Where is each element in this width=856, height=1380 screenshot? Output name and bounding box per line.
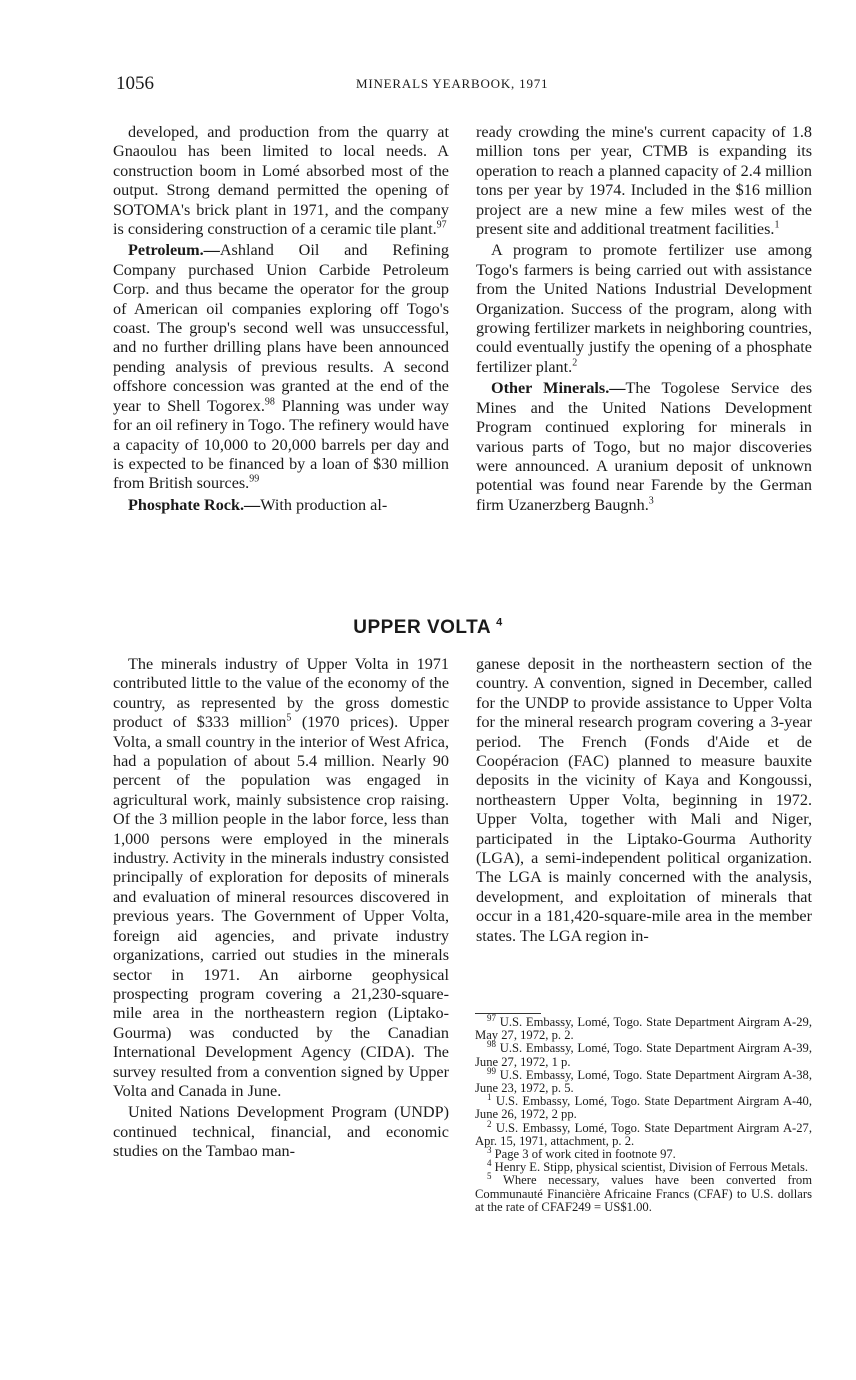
paragraph: United Nations Development Program (UNDP) continued technical, financial, and economic studies on the Tambao man- [113,1103,449,1161]
page-number: 1056 [116,73,154,94]
footnote-divider [475,1013,541,1014]
paragraph: developed, and production from the quarry at Gnaoulou has been limited to local needs. A construction boom in Lomé absorbed most of the output. Strong demand permitted the opening of SOTOMA's brick plant in 1971, and the company is considering construction of a ceramic tile plant.$^{97}$ [113,123,449,239]
paragraph-phosphate: Phosphate Rock.—With production al- [128,495,388,514]
paragraph: The minerals industry of Upper Volta in 1971 contributed little to the value of the economy of the country, as represented by the gross domestic product of $333 million$^5$ (1970 prices). Upper Volta, a small country in the interior of West Africa, had a population of about 5.4 million. Nearly 90 percent of the population was engaged in agricultural work, mainly subsistence crop raising. Of the 3 million people in the labor force, less than 1,000 persons were employed in the minerals industry. Activity in the minerals industry consisted principally of exploration for deposits of minerals and evaluation of mineral resources discovered in previous years. The Government of Upper Volta, foreign aid agencies, and private industry organizations, carried out studies in the minerals sector in 1971. An airborne geophysical prospecting program covering a 21,230-square-mile area in the northeastern region (Liptako-Gourma) was conducted by the Canadian International Development Agency (CIDA). The survey resulted from a convention signed by Upper Volta and Canada in June. [113,655,450,1100]
footnote: $^1$ U.S. Embassy, Lomé, Togo. State Department Airgram A-40, June 26, 1972, 2 pp. [475,1092,812,1122]
section-heading: UPPER VOLTA $^4$ [353,616,503,638]
column-bottom-right [476,655,812,946]
column-bottom-left [113,655,449,1162]
column-top-right [476,123,812,515]
running-header: MINERALS YEARBOOK, 1971 [356,76,549,91]
paragraph: A program to promote fertilizer use among Togo's farmers is being carried out with assistance from the United Nations Industrial Development Organization. Success of the program, along with growing fertilizer markets in neighboring countries, could eventually justify the opening of a phosphate fertilizer plant.$^2$ [476,241,812,376]
paragraph-other-minerals: Other Minerals.—The Togolese Service des Mines and the United Nations Development Program continued exploring for minerals in various parts of Togo, but no major discoveries were announced. A uranium deposit of unknown potential was found near Farende by the German firm Uzanerzberg Baugnh.$^3$ [476,379,812,514]
footnote: $^3$ Page 3 of work cited in footnote 97. [487,1144,676,1162]
footnote: $^4$ Henry E. Stipp, physical scientist, Division of Ferrous Metals. [487,1158,809,1175]
column-top-left [113,123,449,515]
footnote: $^{98}$ U.S. Embassy, Lomé, Togo. State Department Airgram A-39, June 27, 1972, 1 p. [475,1039,812,1069]
footnote: $^{97}$ U.S. Embassy, Lomé, Togo. State Department Airgram A-29, May 27, 1972, p. 2. [475,1012,812,1043]
paragraph: ganese deposit in the northeastern section of the country. A convention, signed in December, called for the UNDP to provide assistance to Upper Volta for the mineral research program covering a 3-year period. The French (Fonds d'Aide et de Coopéracion (FAC) planned to measure bauxite deposits in the vicinity of Kaya and Kongoussi, northeastern Upper Volta, beginning in 1972. Upper Volta, together with Mali and Niger, participated in the Liptako-Gourma Authority (LGA), a semi-independent political organization. The LGA is mainly concerned with the analysis, development, and exploitation of minerals that occur in a 181,420-square-mile area in the member states. The LGA region in- [476,655,812,945]
footnote: $^{99}$ U.S. Embassy, Lomé, Togo. State Department Airgram A-38, June 23, 1972, p. 5. [475,1065,812,1096]
footnote: $^5$ Where necessary, values have been converted from Communauté Financière Africaine Francs (CFAF) to U.S. dollars at the rate of CFAF249 = US$1.00. [475,1171,813,1214]
paragraph: ready crowding the mine's current capacity of 1.8 million tons per year, CTMB is expanding its operation to reach a planned capacity of 2.4 million tons per year by 1974. Included in the $16 million project are a new mine a few miles west of the present site and additional treatment facilities.$^1$ [476,123,812,239]
footnote: $^2$ U.S. Embassy, Lomé, Togo. State Department Airgram A-27, Apr. 15, 1971, attachment, p. 2. [475,1118,812,1148]
footnotes [475,1012,813,1214]
paragraph-petroleum: Petroleum.—Ashland Oil and Refining Company purchased Union Carbide Petroleum Corp. and thus became the operator for the group of American oil companies exploring off Togo's coast. The group's second well was unsuccessful, and no further drilling plans have been announced pending analysis of previous results. A second offshore concession was granted at the end of the year to Shell Togorex.$^{98}$ Planning was under way for an oil refinery in Togo. The refinery would have a capacity of 10,000 to 20,000 barrels per day and is expected to be financed by a loan of $30 million from British sources.$^{99}$ [113,241,450,493]
